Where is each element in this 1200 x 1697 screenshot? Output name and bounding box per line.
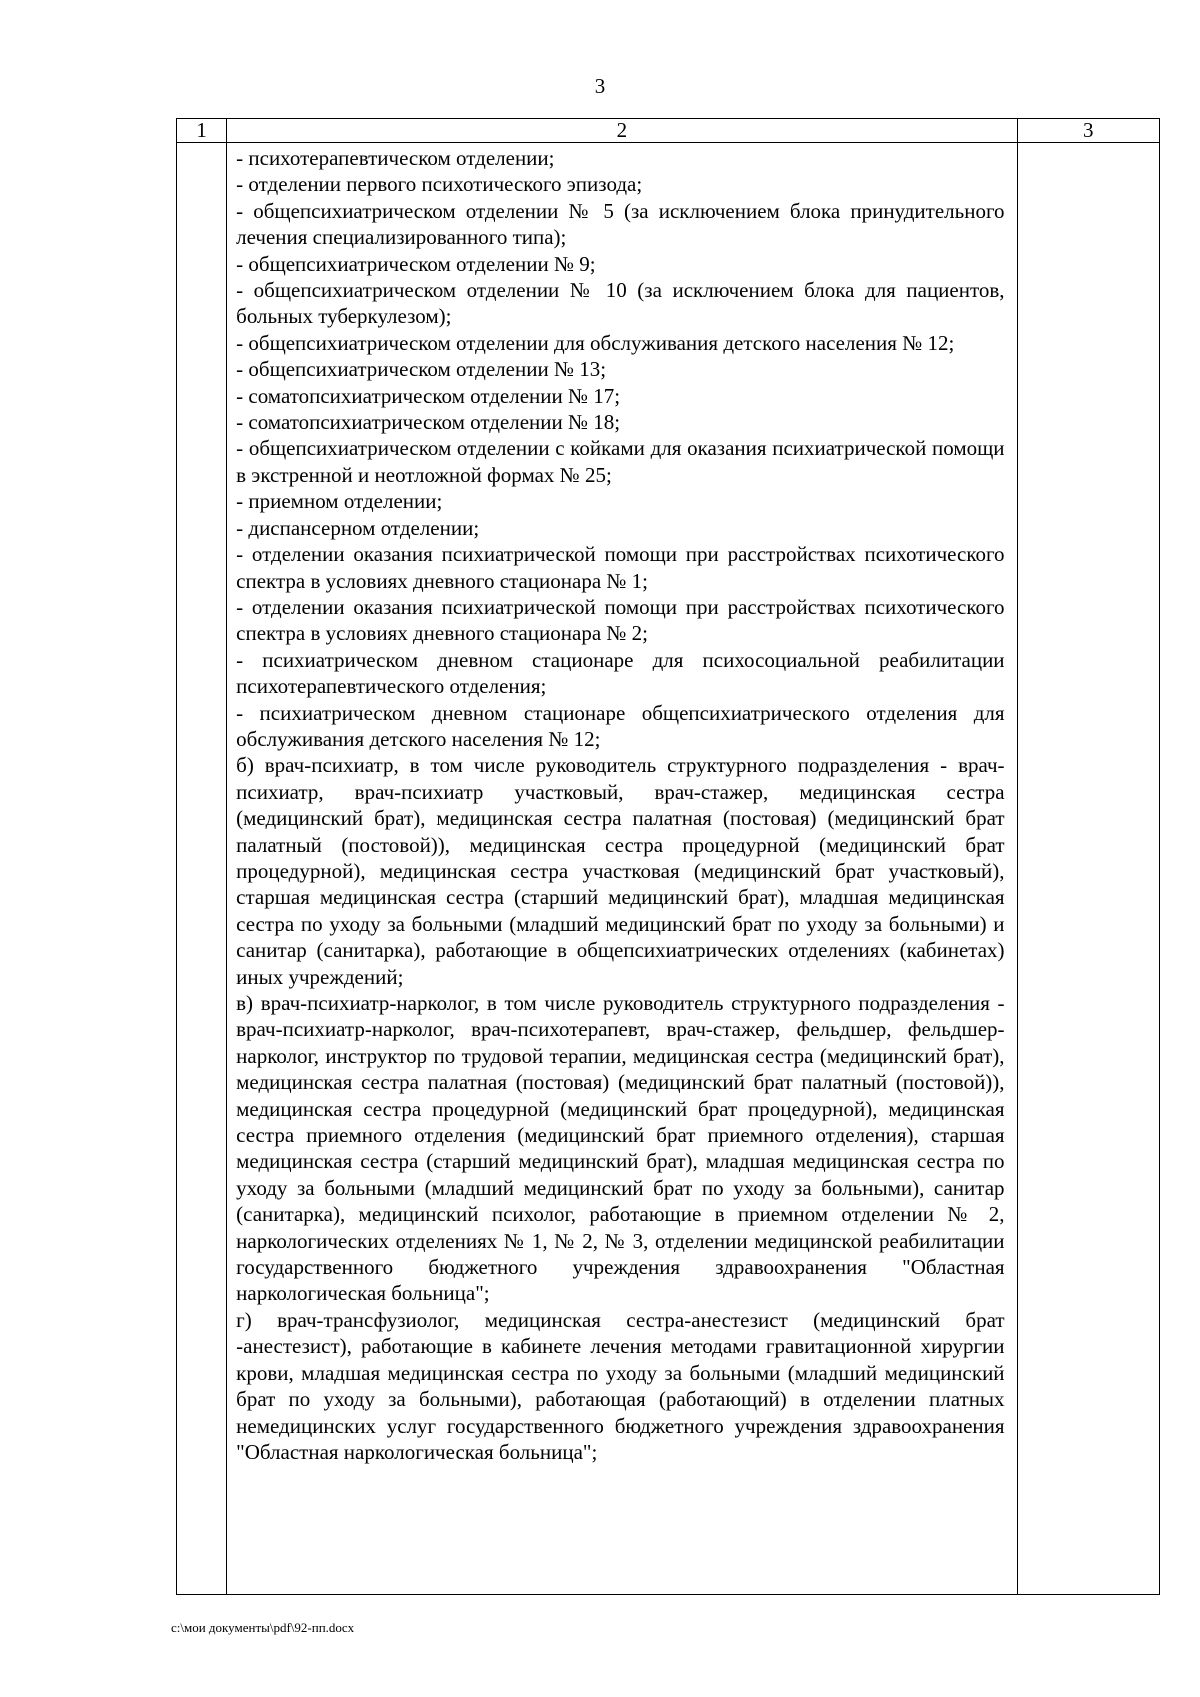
table-row [177,143,1160,1595]
list-item: - диспансерном отделении; [236,515,480,540]
footer-file-path: c:\мои документы\pdf\92-пп.docx [171,1620,355,1635]
list-item: - отделении оказания психиатрической помощи при расстройствах психотического спектра в условиях дневного стационара № 2; [236,594,1005,646]
page-number: 3 [594,74,606,98]
document-table [176,118,1160,1595]
list-item: - общепсихиатрическом отделении для обслуживания детского населения № 12; [236,330,955,355]
list-item: - общепсихиатрическом отделении № 5 (за исключением блока принудительного лечения специализированного типа); [236,198,1005,250]
list-item: в) врач-психиатр-нарколог, в том числе руководитель структурного подразделения - врач-психиатр-нарколог, врач-психотерапевт, врач-стажер, фельдшер, фельдшер-нарколог, инструктор по трудовой терапии, медицинская сестра (медицинский брат), медицинская сестра палатная (постовая) (медицинский брат палатный (постовой)), медицинская сестра процедурной (медицинский брат процедурной), медицинская сестра приемного отделения (медицинский брат приемного отделения), старшая медицинская сестра (старший медицинский брат), младшая медицинская сестра по уходу за больными (младший медицинский брат по уходу за больными), санитар (санитарка), медицинский психолог, работающие в приемном отделении № 2, наркологических отделениях № 1, № 2, № 3, отделении медицинской реабилитации государственного бюджетного учреждения здравоохранения "Областная наркологическая больница"; [236,991,1005,1306]
column-header-1: 1 [177,119,227,143]
list-item: - соматопсихиатрическом отделении № 18; [236,410,621,435]
list-item: - отделении оказания психиатрической помощи при расстройствах психотического спектра в условиях дневного стационара № 1; [236,542,1005,593]
list-item: - общепсихиатрическом отделении с койками для оказания психиатрической помощи в экстренной и неотложной формах № 25; [236,436,1005,487]
list-item: - общепсихиатрическом отделении № 10 (за исключением блока для пациентов, больных туберкулезом); [236,278,1005,329]
list-item: б) врач-психиатр, в том числе руководитель структурного подразделения - врач-психиатр, врач-психиатр участковый, врач-стажер, медицинская сестра (медицинский брат), медицинская сестра палатная (постовая) (медицинский брат палатный (постовой)), медицинская сестра процедурной (медицинский брат процедурной), медицинская сестра участковая (медицинский брат участковый), старшая медицинская сестра (старший медицинский брат), младшая медицинская сестра по уходу за больными (младший медицинский брат по уходу за больными) и санитар (санитарка), работающие в общепсихиатрических отделениях (кабинетах) иных учреждений; [236,753,1005,989]
list-item: - приемном отделении; [236,489,443,514]
list-item: - психотерапевтическом отделении; [236,146,555,170]
list-item: - отделении первого психотического эпизода; [236,172,643,197]
column-2-cell [227,143,1017,1595]
list-item: - общепсихиатрическом отделении № 13; [236,357,607,382]
list-item: - общепсихиатрическом отделении № 9; [236,251,596,276]
column-3-cell [1017,143,1159,1595]
list-item: - психиатрическом дневном стационаре для психосоциальной реабилитации психотерапевтического отделения; [236,647,1005,699]
column-header-2: 2 [227,119,1017,143]
column-1-cell [177,143,227,1595]
list-item: г) врач-трансфузиолог, медицинская сестра-анестезист (медицинский брат -анестезист), работающие в кабинете лечения методами гравитационной хирургии крови, младшая медицинская сестра по уходу за больными (младший медицинский брат по уходу за больными), работающая (работающий) в отделении платных немедицинских услуг государственного бюджетного учреждения здравоохранения "Областная наркологическая больница"; [236,1307,1005,1464]
list-item: - психиатрическом дневном стационаре общепсихиатрического отделения для обслуживания детского населения № 12; [236,700,1005,751]
column-header-3: 3 [1017,119,1159,143]
list-item: - соматопсихиатрическом отделении № 17; [236,383,621,408]
table-header-row [177,119,1160,143]
